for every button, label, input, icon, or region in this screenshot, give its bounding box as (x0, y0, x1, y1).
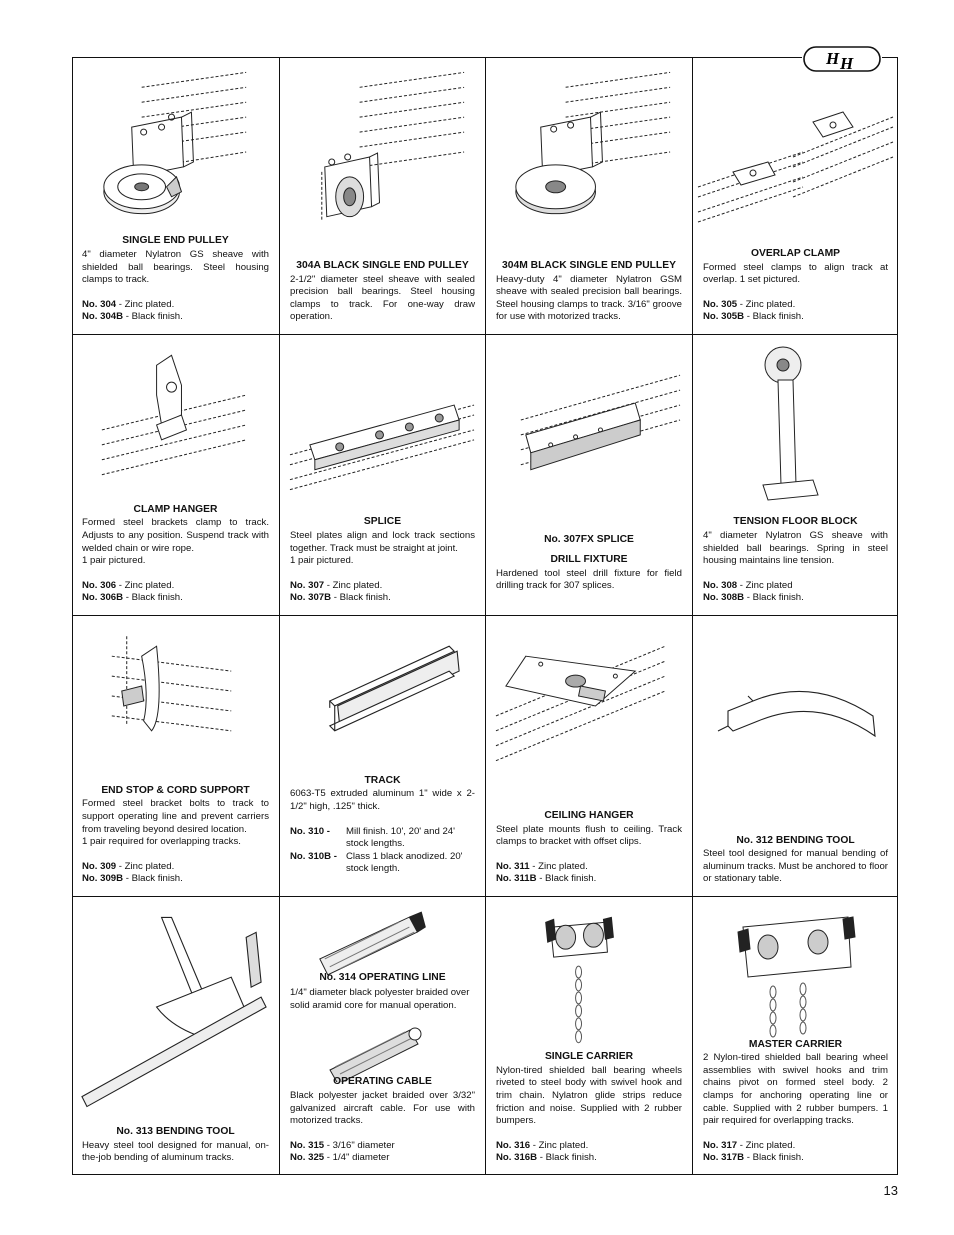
product-description: Steel plates align and lock track sections together. Track must be straight at joint. (290, 530, 475, 554)
model-line: No. 304B - Black finish. (82, 311, 183, 323)
model-line: No. 311 - Zinc plated. (496, 860, 588, 872)
product-subtitle: DRILL FIXTURE (550, 554, 628, 566)
track-illustration (280, 616, 485, 766)
end-stop-illustration (72, 616, 279, 776)
operating-line-illustration (280, 897, 485, 977)
model-line: No. 308B - Black finish. (703, 592, 804, 604)
splice-illustration (280, 335, 485, 495)
page-number: 13 (883, 1183, 898, 1198)
model-line: No. 316 - Zinc plated. (496, 1139, 589, 1151)
master-carrier-illustration (693, 897, 898, 1047)
product-title: 304A BLACK SINGLE END PULLEY (296, 260, 469, 272)
product-312 (693, 616, 898, 897)
model-line: No. 307B - Black finish. (290, 592, 391, 604)
product-309 (72, 616, 280, 897)
product-title: SPLICE (363, 516, 402, 528)
svg-text:H: H (826, 49, 840, 68)
model-line: No. 310 - Mill finish. 10', 20' and 24' stock lengths. (290, 825, 455, 850)
ceiling-hanger-illustration (486, 616, 692, 776)
model-line: No. 309 - Zinc plated. (82, 860, 175, 872)
model-line: No. 317 - Zinc plated. (703, 1139, 796, 1151)
product-note: 1 pair pictured. (290, 555, 354, 567)
product-note: 1 pair required for overlapping tracks. (82, 836, 241, 848)
model-line: No. 317B - Black finish. (703, 1152, 804, 1164)
single-carrier-illustration (486, 897, 692, 1067)
product-313 (72, 897, 280, 1175)
product-note: 1 pair pictured. (82, 555, 146, 567)
svg-text:H: H (840, 54, 854, 73)
model-line: No. 308 - Zinc plated (703, 579, 793, 591)
product-description: 2-1/2" diameter steel sheave with sealed precision ball bearings. Steel housing clamps to track. For one-way draw operation. (290, 273, 475, 323)
product-title: TRACK (364, 774, 401, 786)
product-description: Formed steel brackets clamp to track. Adjusts to any position. Suspend track with welded chain or wire rope. (82, 517, 269, 554)
product-311 (486, 616, 693, 897)
product-title-2: OPERATING CABLE (333, 1076, 432, 1088)
product-title: No. 314 OPERATING LINE (319, 972, 446, 983)
model-line: No. 315 - 3/16" diameter (290, 1139, 395, 1151)
bending-tool-312-illustration (693, 616, 898, 766)
product-304 (72, 57, 280, 335)
product-description: Heavy-duty 4" diameter Nylatron GSM sheave with sealed precision ball bearings. Steel housing clamps to track. 3/16" groove for use with motorized tracks. (496, 273, 682, 323)
product-title: No. 307FX SPLICE (544, 533, 634, 545)
product-title: No. 312 BENDING TOOL (736, 834, 855, 846)
bending-tool-313-illustration (72, 897, 279, 1127)
product-grid (72, 57, 898, 1175)
product-title: CEILING HANGER (544, 810, 634, 822)
product-317 (693, 897, 898, 1175)
product-description: Nylon-tired shielded ball bearing wheels riveted to steel body with swivel hook and trim chain. Nylatron glide strips reduce friction and noise. Supplied with 2 rubber bumpers. (496, 1064, 682, 1127)
model-line: No. 325 - 1/4" diameter (290, 1152, 390, 1164)
product-305 (693, 57, 898, 335)
model-line: No. 305B - Black finish. (703, 311, 804, 323)
product-310 (280, 616, 486, 897)
model-line: No. 304 - Zinc plated. (82, 298, 175, 310)
product-304a (280, 57, 486, 335)
single-end-pulley-illustration (72, 57, 279, 237)
product-title: SINGLE CARRIER (544, 1051, 634, 1063)
product-title: MASTER CARRIER (748, 1038, 843, 1050)
product-title: OVERLAP CLAMP (750, 248, 841, 260)
product-title: 304M BLACK SINGLE END PULLEY (502, 260, 676, 272)
model-line: No. 305 - Zinc plated. (703, 298, 796, 310)
product-title: END STOP & CORD SUPPORT (101, 784, 250, 796)
product-304m (486, 57, 693, 335)
product-description: 4" diameter Nylatron GS sheave with shielded ball bearings. Steel housing clamps to track. (82, 249, 269, 286)
product-314-315 (280, 897, 486, 1175)
product-title: No. 313 BENDING TOOL (116, 1126, 235, 1138)
model-line: No. 306B - Black finish. (82, 592, 183, 604)
model-line: No. 310B - Class 1 black anodized. 20' stock length. (290, 850, 463, 875)
model-line: No. 316B - Black finish. (496, 1152, 597, 1164)
model-line: No. 306 - Zinc plated. (82, 579, 175, 591)
clamp-hanger-illustration (72, 335, 279, 495)
product-description: Heavy steel tool designed for manual, on-the-job bending of aluminum tracks. (82, 1139, 269, 1164)
product-description: 2 Nylon-tired shielded ball bearing wheel assemblies with swivel hooks and trim chains pivot on formed steel body. 2 clamps for anchoring operating line or cable. Supplied with 2 rubber bumpers. 1 pair required for overlapping tracks. (703, 1052, 888, 1127)
drill-fixture-illustration (486, 335, 692, 495)
product-306 (72, 335, 280, 616)
operating-cable-illustration (280, 1012, 486, 1082)
product-307fx (486, 335, 693, 616)
304a-pulley-illustration (280, 57, 485, 247)
model-line: No. 311B - Black finish. (496, 873, 597, 885)
model-line: No. 307 - Zinc plated. (290, 579, 383, 591)
304m-pulley-illustration (486, 57, 692, 237)
product-307 (280, 335, 486, 616)
product-316 (486, 897, 693, 1175)
product-description: 4" diameter Nylatron GS sheave with shielded ball bearings. Spring in steel housing maintains line tension. (703, 530, 888, 567)
product-description: Formed steel bracket bolts to track to support operating line and prevent carriers from traveling beyond desired location. (82, 798, 269, 835)
product-description: Steel tool designed for manual bending of aluminum tracks. Must be anchored to floor or stationary table. (703, 848, 888, 885)
tension-floor-block-illustration (693, 335, 898, 505)
product-308 (693, 335, 898, 616)
overlap-clamp-illustration (693, 57, 898, 237)
product-description: 6063-T5 extruded aluminum 1" wide x 2-1/2" high, .125" thick. (290, 788, 475, 813)
product-description: Steel plate mounts flush to ceiling. Track clamps to bracket with offset clips. (496, 823, 682, 848)
product-description: 1/4" diameter black polyester braided over solid aramid core for manual operation. (290, 987, 470, 1011)
product-title: TENSION FLOOR BLOCK (733, 516, 858, 528)
product-title: CLAMP HANGER (133, 503, 218, 515)
model-line: No. 309B - Black finish. (82, 873, 183, 885)
product-description: Hardened tool steel drill fixture for field drilling track for 307 splices. (496, 567, 682, 592)
product-description-2: Black polyester jacket braided over 3/32" galvanized aircraft cable. For use with motorized tracks. (290, 1090, 475, 1127)
product-title: SINGLE END PULLEY (122, 235, 229, 247)
product-description: Formed steel clamps to align track at overlap. 1 set pictured. (703, 261, 888, 286)
